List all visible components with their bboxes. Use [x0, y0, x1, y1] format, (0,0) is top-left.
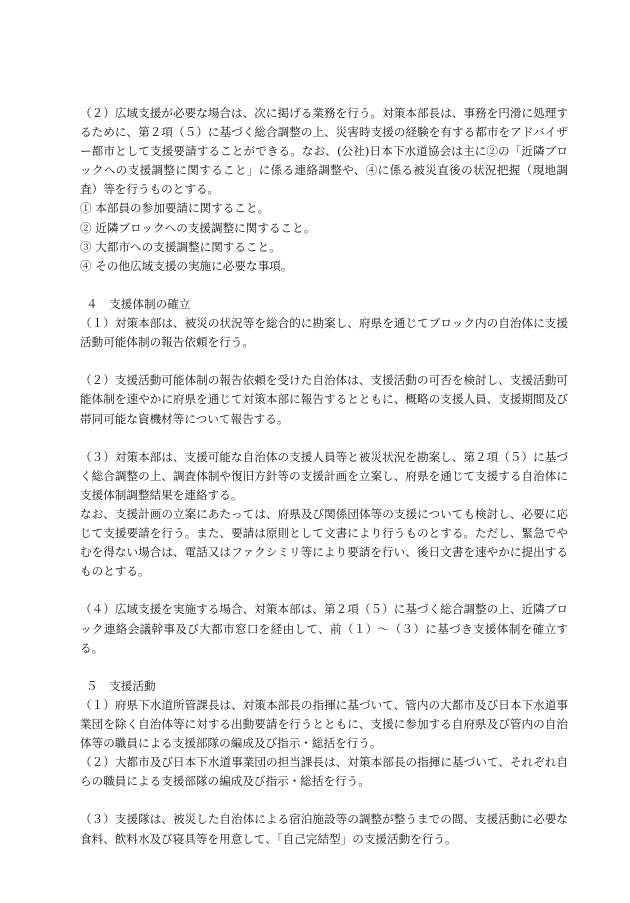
section5-paragraph2: （２）大都市及び日本下水道事業団の担当課長は、対策本部長の指揮に基づいて、それぞれ自らの職員による支援部隊の編成及び指示・総括を行う。 [80, 755, 568, 789]
spacer [80, 276, 568, 295]
duty-item-2: ② 近隣ブロックへの支援調整に関すること。 [80, 220, 316, 235]
section4-paragraph3-note: なお、支援計画の立案にあたっては、府県及び関係団体等の支援についても検討し、必要に応じて支援要請を行う。また、要請は原則として文書により行うものとする。ただし、緊急でやむを得ない場合は、電話又はファクシミリ等により要請を行い、後日文書を速やかに提出するものとする。 [80, 506, 568, 579]
duty-list [80, 199, 568, 275]
section4-paragraph4: （４）広域支援を実施する場合、対策本部は、第２項（５）に基づく総合調整の上、近隣ブロック連絡会議幹事及び大都市窓口を経由して、前（１）～（３）に基づき支援体制を確立する。 [80, 602, 568, 655]
duty-item-3: ③ 大都市への支援調整に関すること。 [80, 239, 281, 254]
section5-heading: ５ 支援活動 [86, 678, 156, 693]
section4-paragraph2: （２）支援活動可能体制の報告依頼を受けた自治体は、支援活動の可否を検討し、支援活動可能体制を速やかに府県を通じて対策本部に報告するとともに、概略の支援人員、支援期間及び帯同可能な資機材等について報告する。 [80, 373, 568, 426]
spacer [80, 658, 568, 677]
section4-paragraph3: （３）対策本部は、支援可能な自治体の支援人員等と被災状況を勘案し、第２項（５）に基づく総合調整の上、調査体制や復旧方針等の支援計画を立案し、府県を通じて支援する自治体に支援体制調整結果を連絡する。 [80, 449, 568, 502]
section5-paragraph1: （１）府県下水道所管課長は、対策本部長の指揮に基づいて、管内の大都市及び日本下水道事業団を除く自治体等に対する出動要請を行うとともに、支援に参加する自府県及び管内の自治体等の職員による支援部隊の編成及び指示・総括を行う。 [80, 697, 568, 751]
section5-paragraph3: （３）支援隊は、被災した自治体による宿泊施設等の調整が整うまでの間、支援活動に必要な食料、飲料水及び寝具等を用意して、「自己完結型」の支援活動を行う。 [80, 812, 568, 846]
duty-item-4: ④ その他広域支援の実施に必要な事項。 [80, 258, 293, 273]
spacer [80, 791, 568, 810]
spacer [80, 429, 568, 448]
spacer [80, 352, 568, 371]
duty-item-1: ① 本部員の参加要請に関すること。 [80, 201, 270, 216]
section2-paragraph2: （２）広域支援が必要な場合は、次に掲げる業務を行う。対策本部長は、事務を円滑に処理するために、第２項（５）に基づく総合調整の上、災害時支援の経験を有する都市をアドバイザー都市として支援要請することができる。なお、(公社)日本下水道協会は主に②の「近隣ブロックへの支援調整に関すること」に係る連絡調整や、④に係る被災直後の状況把握（現地調査）等を行うものとする。 [80, 106, 568, 197]
section4-paragraph1: （１）対策本部は、被災の状況等を総合的に勘案し、府県を通じてブロック内の自治体に支援活動可能体制の報告依頼を行う。 [80, 316, 568, 350]
section4-heading: ４ 支援体制の確立 [86, 296, 191, 311]
spacer [80, 581, 568, 600]
